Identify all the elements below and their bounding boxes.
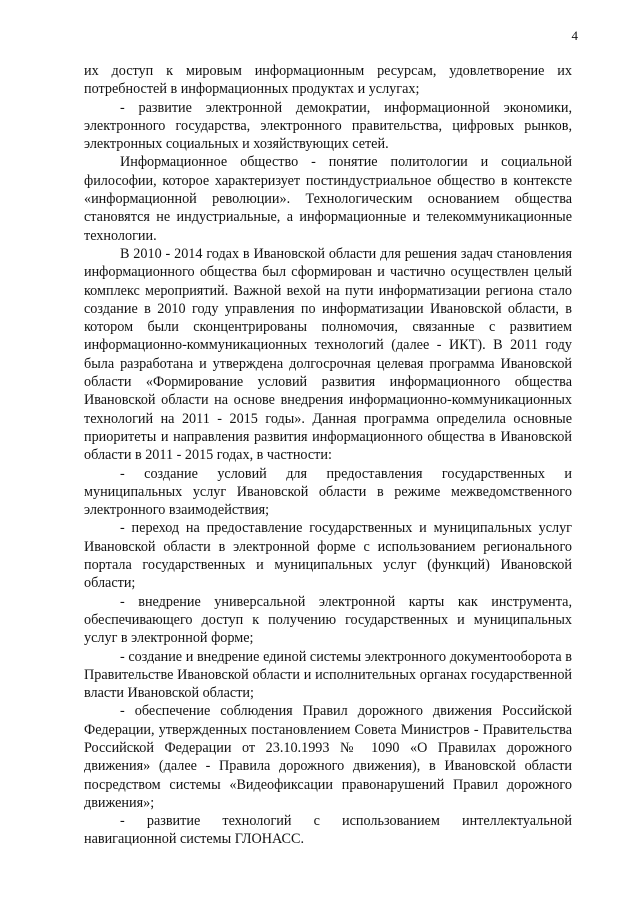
list-item-e-democracy: - развитие электронной демократии, информационной экономики, электронного государства, электронного правительства, цифровых рынков, электронных социальных и хозяйствующих сетей. [84, 99, 572, 153]
paragraph-continuation: их доступ к мировым информационным ресурсам, удовлетворение их потребностей в информационных продуктах и услугах; [84, 63, 572, 98]
list-item-traffic-rules-enforcement: - обеспечение соблюдения Правил дорожного движения Российской Федерации, утвержденных постановлением Совета Министров - Правительства Российской Федерации от 23.10.1993 № 1090 «О Правилах дорожного движения» (далее - Правила дорожного движения), в Ивановской области посредством системы «Видеофиксации правонарушений Правил дорожного движения»; [84, 703, 572, 811]
document-body [84, 62, 572, 849]
list-item-universal-electronic-card: - внедрение универсальной электронной карты как инструмента, обеспечивающего доступ к получению государственных и муниципальных услуг в электронной форме; [84, 593, 572, 647]
paragraph-2010-2014-measures: В 2010 - 2014 годах в Ивановской области для решения задач становления информационного общества был сформирован и частично осуществлен целый комплекс мероприятий. Важной вехой на пути информатизации региона стало создание в 2010 году управления по информатизации Ивановской области, в котором были сконцентрированы полномочия, связанные с развитием информационно-коммуникационных технологий (далее - ИКТ). В 2011 году была разработана и утверждена долгосрочная целевая программа Ивановской области «Формирование условий развития информационного общества Ивановской области на основе внедрения информационно-коммуникационных технологий на 2011 - 2015 годы». Данная программа определила основные приоритеты и направления развития информационного общества в Ивановской области в 2011 - 2015 годах, в частности: [84, 245, 572, 464]
list-item-electronic-services-portal: - переход на предоставление государственных и муниципальных услуг Ивановской области в электронной форме с использованием регионального портала государственных и муниципальных услуг (функций) Ивановской области; [84, 520, 572, 592]
list-item-glonass: - развитие технологий с использованием интеллектуальной навигационной системы ГЛОНАСС. [84, 813, 572, 848]
paragraph-information-society-definition: Информационное общество - понятие политологии и социальной философии, которое характеризует постиндустриальное общество в контексте «информационной революции». Технологическим основанием общества становятся не индустриальные, а информационные и телекоммуникационные технологии. [84, 154, 572, 244]
list-item-document-management-system: - создание и внедрение единой системы электронного документооборота в Правительстве Ивановской области и исполнительных органах государственной власти Ивановской области; [84, 648, 572, 702]
page-number: 4 [571, 28, 578, 43]
list-item-interagency-services: - создание условий для предоставления государственных и муниципальных услуг Ивановской области в режиме межведомственного электронного взаимодействия; [84, 465, 572, 519]
